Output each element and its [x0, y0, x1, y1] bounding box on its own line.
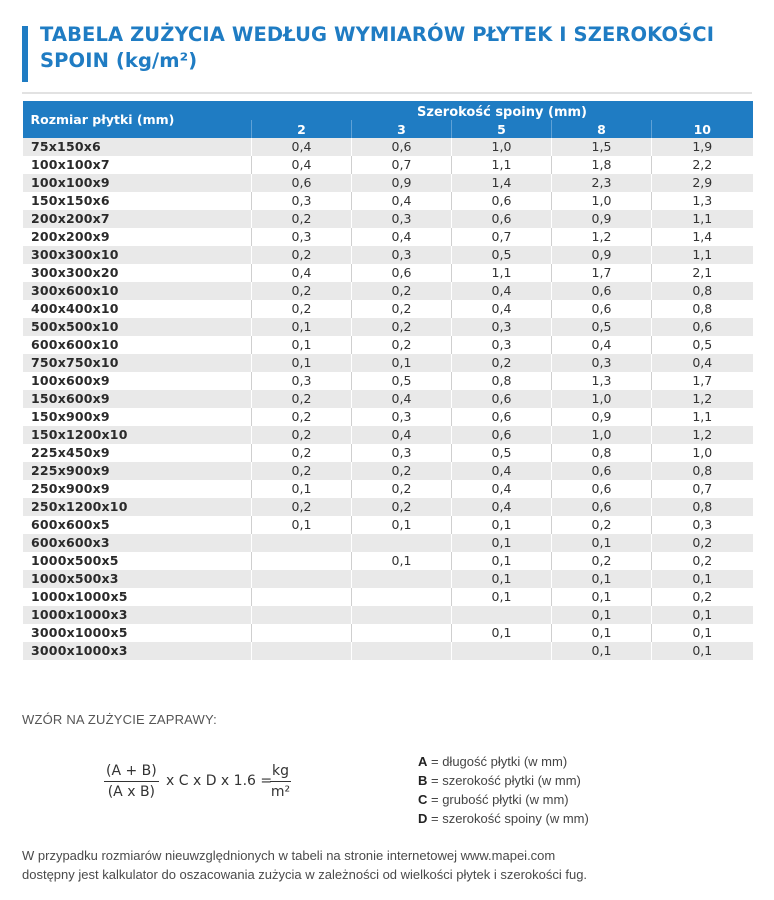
consumption-value-cell: 0,1 — [252, 354, 352, 372]
joint-width-header: Szerokość spoiny (mm) — [252, 101, 753, 120]
table-row — [23, 462, 753, 480]
consumption-value-cell: 0,9 — [352, 174, 452, 192]
consumption-value-cell: 0,4 — [552, 336, 652, 354]
tile-size-cell: 600x600x3 — [23, 534, 252, 552]
consumption-value-cell: 0,2 — [252, 408, 352, 426]
consumption-value-cell: 0,3 — [352, 408, 452, 426]
consumption-value-cell — [252, 570, 352, 588]
consumption-value-cell: 1,1 — [452, 264, 552, 282]
formula-denominator: (A x B) — [107, 784, 156, 800]
tile-size-cell: 400x400x10 — [23, 300, 252, 318]
legend-item-b: B = szerokość płytki (w mm) — [418, 773, 581, 788]
table-row — [23, 390, 753, 408]
consumption-value-cell: 0,1 — [452, 588, 552, 606]
consumption-value-cell: 0,2 — [252, 390, 352, 408]
consumption-table — [22, 101, 753, 660]
table-row — [23, 534, 753, 552]
note-line-2: dostępny jest kalkulator do oszacowania zużycia w zależności od wielkości płytek i szerokości fug. — [22, 867, 588, 882]
consumption-value-cell: 0,3 — [352, 444, 452, 462]
consumption-value-cell: 0,8 — [652, 300, 753, 318]
consumption-value-cell: 2,2 — [652, 156, 753, 174]
consumption-value-cell: 0,8 — [452, 372, 552, 390]
consumption-value-cell: 0,4 — [452, 300, 552, 318]
consumption-value-cell: 2,1 — [652, 264, 753, 282]
consumption-value-cell: 0,6 — [352, 264, 452, 282]
legend-item-d: D = szerokość spoiny (w mm) — [418, 811, 589, 826]
consumption-value-cell: 0,9 — [552, 408, 652, 426]
table-row — [23, 588, 753, 606]
table-row — [23, 300, 753, 318]
consumption-value-cell: 0,6 — [452, 408, 552, 426]
consumption-value-cell: 0,2 — [252, 300, 352, 318]
tile-size-cell: 225x450x9 — [23, 444, 252, 462]
table-row — [23, 624, 753, 642]
consumption-value-cell: 0,1 — [252, 516, 352, 534]
tile-size-cell: 1000x500x3 — [23, 570, 252, 588]
consumption-value-cell: 0,1 — [252, 480, 352, 498]
table-row — [23, 192, 753, 210]
consumption-value-cell: 0,2 — [652, 552, 753, 570]
consumption-value-cell: 0,4 — [352, 192, 452, 210]
consumption-value-cell: 0,4 — [352, 390, 452, 408]
consumption-value-cell — [452, 606, 552, 624]
consumption-value-cell: 0,4 — [652, 354, 753, 372]
formula-heading: WZÓR NA ZUŻYCIE ZAPRAWY: — [22, 712, 217, 727]
consumption-value-cell: 0,1 — [652, 642, 753, 660]
consumption-value-cell: 0,2 — [352, 282, 452, 300]
consumption-value-cell: 1,7 — [552, 264, 652, 282]
consumption-value-cell: 0,2 — [552, 552, 652, 570]
consumption-value-cell: 0,7 — [452, 228, 552, 246]
consumption-value-cell: 1,2 — [652, 390, 753, 408]
table-row — [23, 570, 753, 588]
tile-size-cell: 100x600x9 — [23, 372, 252, 390]
table-row — [23, 264, 753, 282]
consumption-value-cell: 1,4 — [452, 174, 552, 192]
consumption-value-cell — [352, 606, 452, 624]
formula-numerator: (A + B) — [104, 762, 159, 782]
consumption-value-cell: 0,6 — [552, 300, 652, 318]
consumption-value-cell: 0,5 — [552, 318, 652, 336]
table-row — [23, 354, 753, 372]
tile-size-cell: 600x600x5 — [23, 516, 252, 534]
consumption-value-cell: 0,5 — [352, 372, 452, 390]
consumption-value-cell: 0,2 — [252, 246, 352, 264]
table-row — [23, 246, 753, 264]
consumption-value-cell: 0,5 — [452, 444, 552, 462]
consumption-value-cell: 0,7 — [352, 156, 452, 174]
consumption-value-cell — [352, 624, 452, 642]
table-row — [23, 228, 753, 246]
consumption-value-cell: 0,4 — [452, 498, 552, 516]
consumption-value-cell: 0,3 — [252, 372, 352, 390]
consumption-value-cell: 1,0 — [552, 426, 652, 444]
table-row — [23, 138, 753, 156]
formula-multipliers: x C x D x 1.6 = — [166, 773, 273, 789]
consumption-value-cell: 1,1 — [652, 246, 753, 264]
consumption-value-cell: 1,7 — [652, 372, 753, 390]
consumption-value-cell: 0,8 — [652, 498, 753, 516]
consumption-value-cell: 0,3 — [552, 354, 652, 372]
consumption-value-cell: 0,1 — [552, 642, 652, 660]
consumption-value-cell: 0,9 — [552, 246, 652, 264]
consumption-value-cell: 1,5 — [552, 138, 652, 156]
tile-size-cell: 3000x1000x5 — [23, 624, 252, 642]
consumption-value-cell — [452, 642, 552, 660]
consumption-value-cell: 1,8 — [552, 156, 652, 174]
tile-size-cell: 75x150x6 — [23, 138, 252, 156]
calculator-note — [22, 846, 762, 884]
consumption-value-cell: 0,4 — [452, 462, 552, 480]
consumption-value-cell: 0,1 — [352, 516, 452, 534]
consumption-value-cell: 0,2 — [252, 282, 352, 300]
consumption-value-cell: 1,2 — [552, 228, 652, 246]
consumption-value-cell — [352, 642, 452, 660]
consumption-value-cell: 0,1 — [252, 318, 352, 336]
consumption-value-cell: 0,6 — [452, 210, 552, 228]
consumption-value-cell: 0,6 — [352, 138, 452, 156]
consumption-value-cell: 0,1 — [352, 552, 452, 570]
consumption-value-cell: 0,1 — [452, 570, 552, 588]
consumption-value-cell: 0,2 — [352, 498, 452, 516]
consumption-value-cell: 0,1 — [652, 606, 753, 624]
joint-width-2: 2 — [252, 120, 352, 138]
consumption-value-cell: 0,2 — [252, 498, 352, 516]
formula-fraction — [104, 762, 159, 801]
title-accent-bar — [22, 26, 28, 82]
tile-size-cell: 225x900x9 — [23, 462, 252, 480]
table-row — [23, 282, 753, 300]
tile-size-cell: 150x600x9 — [23, 390, 252, 408]
formula-unit-numerator: kg — [270, 762, 291, 782]
consumption-value-cell — [252, 552, 352, 570]
consumption-value-cell: 0,6 — [452, 390, 552, 408]
consumption-value-cell: 0,8 — [552, 444, 652, 462]
consumption-value-cell: 0,6 — [452, 192, 552, 210]
consumption-value-cell: 0,1 — [452, 552, 552, 570]
consumption-value-cell: 1,0 — [552, 390, 652, 408]
consumption-value-cell: 0,6 — [552, 498, 652, 516]
joint-width-5: 5 — [452, 120, 552, 138]
consumption-value-cell: 0,4 — [452, 480, 552, 498]
consumption-value-cell: 1,0 — [552, 192, 652, 210]
consumption-value-cell: 0,1 — [552, 606, 652, 624]
consumption-value-cell: 0,1 — [652, 570, 753, 588]
tile-size-cell: 200x200x9 — [23, 228, 252, 246]
joint-width-10: 10 — [652, 120, 753, 138]
consumption-value-cell: 0,2 — [452, 354, 552, 372]
consumption-value-cell: 0,3 — [252, 192, 352, 210]
tile-size-cell: 1000x1000x5 — [23, 588, 252, 606]
table-row — [23, 210, 753, 228]
consumption-value-cell: 0,4 — [352, 228, 452, 246]
consumption-value-cell: 0,3 — [352, 210, 452, 228]
title-divider — [22, 92, 752, 94]
table-row — [23, 516, 753, 534]
page-title: TABELA ZUŻYCIA WEDŁUG WYMIARÓW PŁYTEK I SZEROKOŚCI SPOIN (kg/m²) — [40, 23, 715, 72]
tile-size-cell: 300x300x20 — [23, 264, 252, 282]
consumption-value-cell: 1,1 — [452, 156, 552, 174]
tile-size-cell: 150x150x6 — [23, 192, 252, 210]
formula-legend — [418, 752, 589, 828]
consumption-value-cell: 0,1 — [452, 516, 552, 534]
table-row — [23, 498, 753, 516]
consumption-value-cell: 0,6 — [552, 480, 652, 498]
consumption-value-cell: 0,5 — [652, 336, 753, 354]
table-body — [23, 138, 753, 660]
consumption-value-cell: 0,3 — [352, 246, 452, 264]
consumption-value-cell: 0,1 — [552, 588, 652, 606]
table-row — [23, 426, 753, 444]
consumption-value-cell: 0,4 — [452, 282, 552, 300]
table-row — [23, 318, 753, 336]
table-row — [23, 336, 753, 354]
consumption-value-cell: 1,0 — [452, 138, 552, 156]
consumption-value-cell: 0,1 — [252, 336, 352, 354]
consumption-value-cell: 0,6 — [552, 282, 652, 300]
consumption-value-cell — [252, 606, 352, 624]
consumption-value-cell: 0,5 — [452, 246, 552, 264]
consumption-value-cell: 0,4 — [252, 138, 352, 156]
consumption-value-cell: 0,6 — [252, 174, 352, 192]
tile-size-cell: 150x900x9 — [23, 408, 252, 426]
consumption-value-cell: 0,6 — [652, 318, 753, 336]
tile-size-cell: 200x200x7 — [23, 210, 252, 228]
legend-item-a: A = długość płytki (w mm) — [418, 754, 568, 769]
tile-size-cell: 750x750x10 — [23, 354, 252, 372]
tile-size-cell: 250x900x9 — [23, 480, 252, 498]
consumption-value-cell: 1,4 — [652, 228, 753, 246]
consumption-value-cell: 0,6 — [552, 462, 652, 480]
consumption-value-cell: 0,3 — [652, 516, 753, 534]
consumption-value-cell: 0,2 — [252, 444, 352, 462]
consumption-value-cell: 0,2 — [352, 318, 452, 336]
consumption-value-cell: 0,2 — [352, 480, 452, 498]
consumption-value-cell: 0,1 — [452, 534, 552, 552]
consumption-value-cell: 1,9 — [652, 138, 753, 156]
consumption-value-cell — [352, 534, 452, 552]
tile-size-cell: 500x500x10 — [23, 318, 252, 336]
consumption-value-cell: 0,7 — [652, 480, 753, 498]
table-row — [23, 642, 753, 660]
consumption-value-cell: 1,2 — [652, 426, 753, 444]
consumption-value-cell: 0,1 — [552, 534, 652, 552]
tile-size-cell: 150x1200x10 — [23, 426, 252, 444]
consumption-value-cell: 1,3 — [552, 372, 652, 390]
consumption-value-cell: 0,2 — [652, 588, 753, 606]
consumption-value-cell: 0,1 — [552, 624, 652, 642]
consumption-value-cell: 0,6 — [452, 426, 552, 444]
consumption-value-cell — [352, 570, 452, 588]
consumption-value-cell: 0,4 — [352, 426, 452, 444]
consumption-value-cell: 0,2 — [352, 462, 452, 480]
consumption-value-cell — [252, 642, 352, 660]
joint-width-8: 8 — [552, 120, 652, 138]
table-row — [23, 156, 753, 174]
table-row — [23, 606, 753, 624]
tile-size-cell: 1000x1000x3 — [23, 606, 252, 624]
consumption-value-cell: 0,8 — [652, 282, 753, 300]
tile-size-cell: 300x600x10 — [23, 282, 252, 300]
table-row — [23, 408, 753, 426]
consumption-value-cell: 0,2 — [252, 426, 352, 444]
tile-size-cell: 300x300x10 — [23, 246, 252, 264]
tile-size-cell: 100x100x7 — [23, 156, 252, 174]
consumption-value-cell: 1,0 — [652, 444, 753, 462]
consumption-value-cell: 0,1 — [352, 354, 452, 372]
table-row — [23, 552, 753, 570]
table-row — [23, 372, 753, 390]
legend-item-c: C = grubość płytki (w mm) — [418, 792, 569, 807]
tile-size-cell: 600x600x10 — [23, 336, 252, 354]
consumption-value-cell: 0,2 — [652, 534, 753, 552]
consumption-value-cell — [252, 624, 352, 642]
consumption-value-cell: 0,4 — [252, 156, 352, 174]
note-line-1: W przypadku rozmiarów nieuwzględnionych w tabeli na stronie internetowej www.mapei.com — [22, 848, 556, 863]
table-row — [23, 480, 753, 498]
joint-width-3: 3 — [352, 120, 452, 138]
consumption-value-cell: 1,3 — [652, 192, 753, 210]
table-row — [23, 174, 753, 192]
consumption-value-cell: 0,1 — [652, 624, 753, 642]
size-column-header: Rozmiar płytki (mm) — [23, 101, 252, 138]
consumption-value-cell: 0,1 — [552, 570, 652, 588]
consumption-value-cell: 0,9 — [552, 210, 652, 228]
tile-size-cell: 250x1200x10 — [23, 498, 252, 516]
consumption-value-cell: 0,1 — [452, 624, 552, 642]
consumption-value-cell — [252, 534, 352, 552]
consumption-value-cell: 2,9 — [652, 174, 753, 192]
consumption-value-cell — [252, 588, 352, 606]
consumption-value-cell: 0,2 — [352, 336, 452, 354]
consumption-value-cell: 0,3 — [252, 228, 352, 246]
consumption-value-cell: 0,8 — [652, 462, 753, 480]
consumption-value-cell: 0,2 — [252, 462, 352, 480]
consumption-value-cell: 1,1 — [652, 408, 753, 426]
consumption-value-cell: 0,2 — [352, 300, 452, 318]
consumption-formula — [104, 762, 324, 806]
consumption-value-cell: 0,3 — [452, 318, 552, 336]
table-row — [23, 444, 753, 462]
formula-unit-denominator: m² — [270, 784, 291, 800]
tile-size-cell: 1000x500x5 — [23, 552, 252, 570]
consumption-value-cell: 0,4 — [252, 264, 352, 282]
tile-size-cell: 3000x1000x3 — [23, 642, 252, 660]
consumption-value-cell: 0,2 — [552, 516, 652, 534]
consumption-value-cell: 1,1 — [652, 210, 753, 228]
consumption-value-cell: 0,2 — [252, 210, 352, 228]
formula-unit — [270, 762, 291, 801]
consumption-value-cell — [352, 588, 452, 606]
tile-size-cell: 100x100x9 — [23, 174, 252, 192]
consumption-value-cell: 0,3 — [452, 336, 552, 354]
consumption-value-cell: 2,3 — [552, 174, 652, 192]
